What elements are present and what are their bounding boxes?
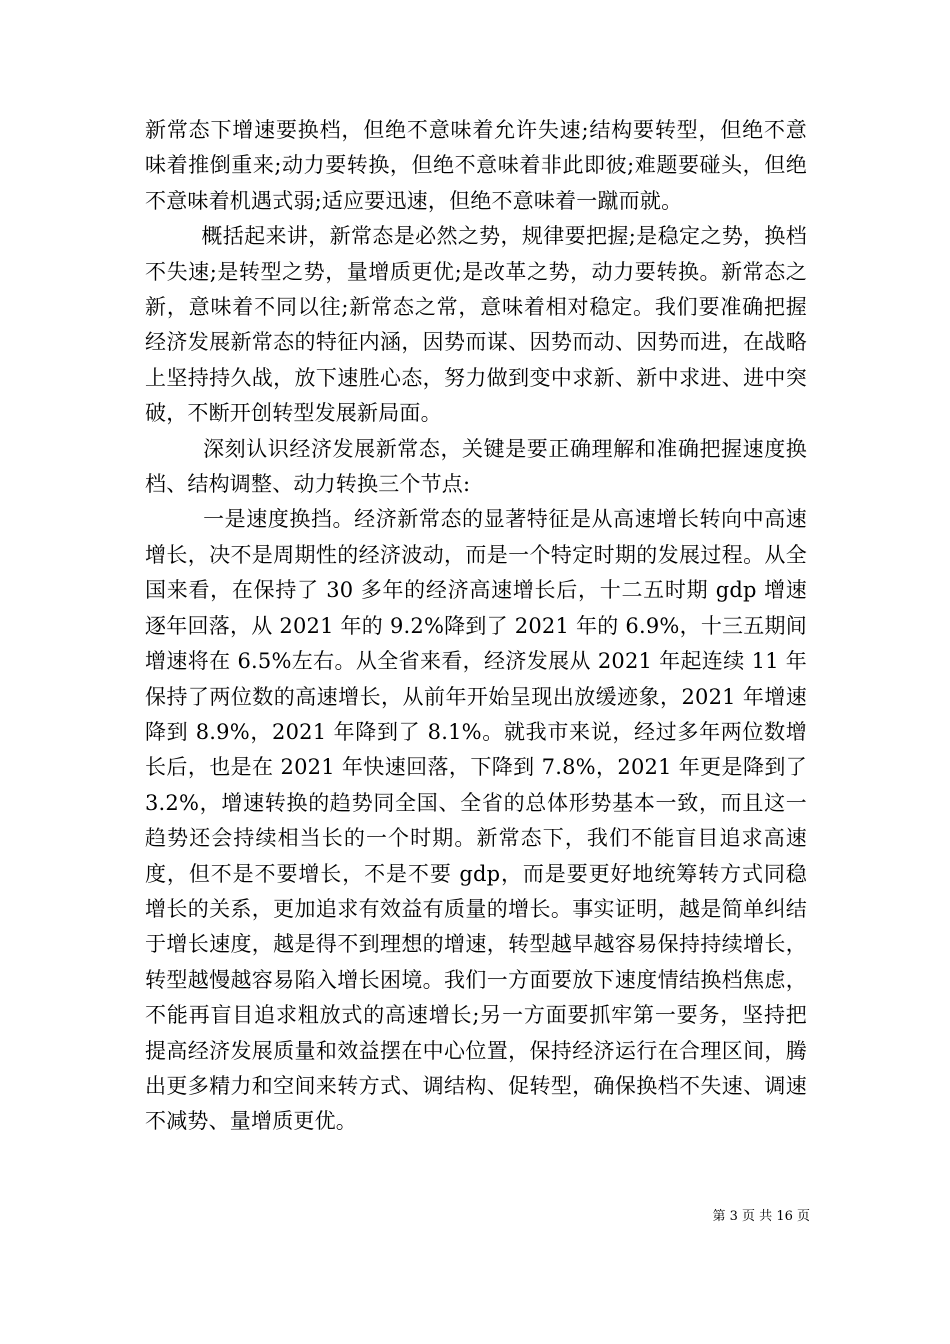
paragraph-1: 新常态下增速要换档，但绝不意味着允许失速;结构要转型，但绝不意味着推倒重来;动力要转换，但绝不意味着非此即彼;难题要碰头，但绝不意味着机遇式弱;适应要迅速，但绝不意味着一蹴而就。 [145, 118, 807, 213]
paragraph-4: 一是速度换挡。经济新常态的显著特征是从高速增长转向中高速增长，决不是周期性的经济波动，而是一个特定时期的发展过程。从全国来看，在保持了 30 多年的经济高速增长后，十二五时期 gdp 增速逐年回落，从 2021 年的 9.2%降到了 2021 年的 6.9%，十三五期间增速将在 6.5%左右。从全省来看，经济发展从 2021 年起连续 11 年保持了两位数的高速增长，从前年开始呈现出放缓迹象，2021 年增速降到 8.9%，2021 年降到了 8.1%。就我市来说，经过多年两位数增长后，也是在 2021 年快速回落，下降到 7.8%，2021 年更是降到了 3.2%，增速转换的趋势同全国、全省的总体形势基本一致，而且这一趋势还会持续相当长的一个时期。新常态下，我们不能盲目追求高速度，但不是不要增长，不是不要 gdp，而是要更好地统筹转方式同稳增长的关系，更加追求有效益有质量的增长。事实证明，越是简单纠结于增长速度，越是得不到理想的增速，转型越早越容易保持持续增长，转型越慢越容易陷入增长困境。我们一方面要放下速度情结换档焦虑，不能再盲目追求粗放式的高速增长;另一方面要抓牢第一要务，坚持把提高经济发展质量和效益摆在中心位置，保持经济运行在合理区间，腾出更多精力和空间来转方式、调结构、促转型，确保换档不失速、调速不减势、量增质更优。 [145, 507, 814, 1134]
paragraph-3: 深刻认识经济发展新常态，关键是要正确理解和准确把握速度换档、结构调整、动力转换三个节点: [145, 436, 807, 497]
page-number-footer: 第 3 页 共 16 页 [712, 1209, 810, 1224]
paragraph-2: 概括起来讲，新常态是必然之势，规律要把握;是稳定之势，换档不失速;是转型之势，量增质更优;是改革之势，动力要转换。新常态之新，意味着不同以往;新常态之常，意味着相对稳定。我们要准确把握经济发展新常态的特征内涵，因势而谋、因势而动、因势而进，在战略上坚持持久战，放下速胜心态，努力做到变中求新、新中求进、进中突破，不断开创转型发展新局面。 [145, 224, 807, 426]
document-body [145, 113, 814, 1140]
